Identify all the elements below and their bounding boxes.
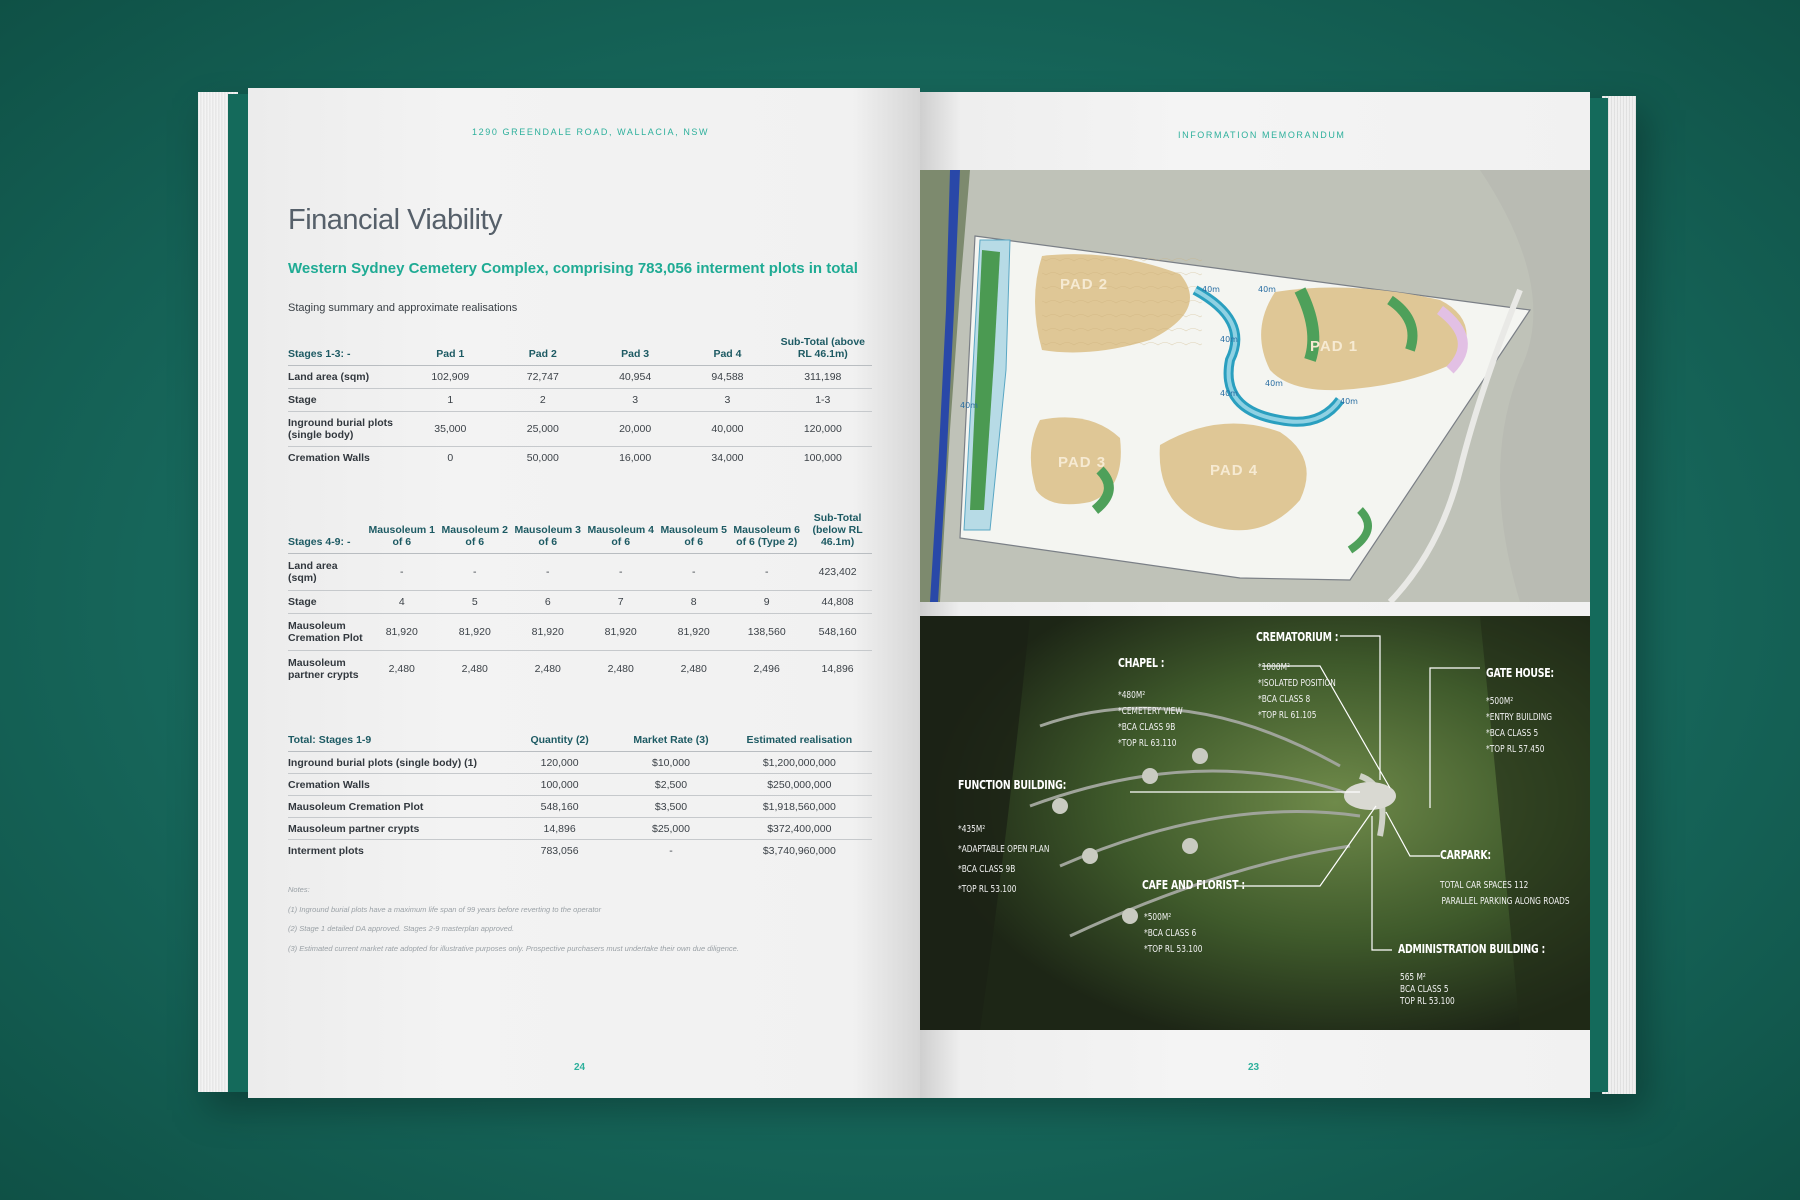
row-label: Inground burial plots (single body) <box>288 412 404 447</box>
table-cell: 6 <box>511 591 584 614</box>
site-plan-map <box>920 170 1590 602</box>
table-cell: 81,920 <box>365 614 438 651</box>
row-label: Mausoleum partner crypts <box>288 651 365 688</box>
table-cell: 2,480 <box>365 651 438 688</box>
table-cell: - <box>438 554 511 591</box>
table-cell: - <box>365 554 438 591</box>
detail-line: *500M² <box>1144 912 1172 923</box>
table-cell: - <box>511 554 584 591</box>
table-cell: 2,480 <box>584 651 657 688</box>
table-cell: 100,000 <box>774 447 872 470</box>
running-head-right: INFORMATION MEMORANDUM <box>1178 130 1346 140</box>
footnote: (2) Stage 1 detailed DA approved. Stages 2-9 masterplan approved. <box>288 924 515 933</box>
function-building-label: FUNCTION BUILDING: <box>958 778 1067 792</box>
table-header: Pad 1 <box>404 326 497 366</box>
detail-line: *BCA CLASS 9B <box>1118 722 1176 733</box>
table-cell: 40,000 <box>681 412 773 447</box>
footnote: (3) Estimated current market rate adopted for illustrative purposes only. Prospective purchasers must undertake their own due diligence. <box>288 943 739 953</box>
table-header: Market Rate (3) <box>615 722 726 752</box>
page-number-right: 23 <box>1248 1062 1260 1073</box>
row-label: Cremation Walls <box>288 774 504 796</box>
table-header: Mausoleum 1 of 6 <box>365 496 438 554</box>
table-header: Pad 3 <box>589 326 681 366</box>
table-cell: $25,000 <box>615 818 726 840</box>
detail-line: *TOP RL 63.110 <box>1118 738 1177 749</box>
page-subtitle: Western Sydney Cemetery Complex, comprising 783,056 interment plots in total <box>288 260 858 277</box>
page-number-left: 24 <box>574 1062 586 1073</box>
table-cell: $372,400,000 <box>727 818 872 840</box>
administration-building-details <box>1400 972 1455 1008</box>
table-cell: $1,918,560,000 <box>727 796 872 818</box>
table-cell: 548,160 <box>504 796 615 818</box>
table-cell: 81,920 <box>438 614 511 651</box>
detail-line: *TOP RL 57.450 <box>1486 744 1545 755</box>
table-cell: 35,000 <box>404 412 497 447</box>
table-cell: 3 <box>589 389 681 412</box>
detail-line: *TOP RL 61.105 <box>1258 710 1317 721</box>
table-cell: 2 <box>497 389 589 412</box>
detail-line: *BCA CLASS 8 <box>1258 694 1311 705</box>
table-header: Estimated realisation <box>727 722 872 752</box>
detail-line: *BCA CLASS 5 <box>1486 728 1539 739</box>
table-cell: 2,480 <box>511 651 584 688</box>
table-cell: 81,920 <box>584 614 657 651</box>
detail-line: *CEMETERY VIEW <box>1118 706 1183 717</box>
detail-line: *435M² <box>958 824 986 835</box>
table-cell: 81,920 <box>657 614 730 651</box>
gate-house-label: GATE HOUSE: <box>1486 666 1554 680</box>
table-cell: $1,200,000,000 <box>727 752 872 774</box>
table-cell: - <box>615 840 726 862</box>
detail-line: BCA CLASS 5 <box>1400 984 1449 995</box>
row-label: Land area (sqm) <box>288 554 365 591</box>
detail-line: *500M² <box>1486 696 1514 707</box>
table-cell: 102,909 <box>404 366 497 389</box>
table-cell: $3,740,960,000 <box>727 840 872 862</box>
pad-label: PAD 1 <box>1310 338 1359 355</box>
table-cell: 44,808 <box>803 591 872 614</box>
table-header: Stages 4-9: - <box>288 496 365 554</box>
table-cell: 783,056 <box>504 840 615 862</box>
table-cell: 3 <box>681 389 773 412</box>
detail-line: TOP RL 53.100 <box>1400 996 1455 1007</box>
row-label: Stage <box>288 591 365 614</box>
table-cell: 8 <box>657 591 730 614</box>
running-head-left: 1290 GREENDALE ROAD, WALLACIA, NSW <box>472 127 710 137</box>
detail-line: *ENTRY BUILDING <box>1486 712 1553 723</box>
stages-4-9-table <box>288 496 872 687</box>
table-cell: 14,896 <box>803 651 872 688</box>
page-title: Financial Viability <box>288 204 503 236</box>
contour-label: 40m <box>960 401 978 410</box>
table-cell: 2,480 <box>438 651 511 688</box>
table-cell: 2,480 <box>657 651 730 688</box>
detail-line: *1000M² <box>1258 662 1290 673</box>
stages-1-3-table <box>288 326 872 469</box>
cafe-florist-label: CAFE AND FLORIST : <box>1142 878 1245 892</box>
carpark-details <box>1440 878 1570 910</box>
row-label: Mausoleum partner crypts <box>288 818 504 840</box>
section-label: Staging summary and approximate realisations <box>288 302 518 314</box>
table-cell: 423,402 <box>803 554 872 591</box>
table-cell: 100,000 <box>504 774 615 796</box>
table-cell: 72,747 <box>497 366 589 389</box>
table-header: Quantity (2) <box>504 722 615 752</box>
table-cell: 4 <box>365 591 438 614</box>
row-label: Mausoleum Cremation Plot <box>288 614 365 651</box>
table-cell: - <box>584 554 657 591</box>
row-label: Mausoleum Cremation Plot <box>288 796 504 818</box>
table-header: Mausoleum 4 of 6 <box>584 496 657 554</box>
table-cell: 1-3 <box>774 389 872 412</box>
contour-label: 40m <box>1220 335 1238 344</box>
table-cell: - <box>657 554 730 591</box>
cover-edge-left <box>228 94 248 1092</box>
table-cell: 138,560 <box>730 614 803 651</box>
table-cell: 7 <box>584 591 657 614</box>
table-cell: 1 <box>404 389 497 412</box>
detail-line: *ADAPTABLE OPEN PLAN <box>958 844 1050 855</box>
detail-line: 565 M² <box>1400 972 1426 983</box>
table-cell: 16,000 <box>589 447 681 470</box>
detail-line: PARALLEL PARKING ALONG ROADS <box>1441 896 1570 907</box>
table-cell: 34,000 <box>681 447 773 470</box>
pad-label: PAD 4 <box>1210 462 1259 479</box>
table-header: Total: Stages 1-9 <box>288 722 504 752</box>
table-cell: 311,198 <box>774 366 872 389</box>
detail-line: TOTAL CAR SPACES 112 <box>1440 880 1529 891</box>
table-cell: 9 <box>730 591 803 614</box>
site-plan-graphic <box>920 170 1590 602</box>
function-building-details <box>958 820 1049 900</box>
table-cell: $2,500 <box>615 774 726 796</box>
detail-line: *BCA CLASS 9B <box>958 864 1016 875</box>
table-cell: $10,000 <box>615 752 726 774</box>
row-label: Land area (sqm) <box>288 366 404 389</box>
cover-edge-right <box>1590 98 1608 1092</box>
carpark-label: CARPARK: <box>1440 848 1491 862</box>
contour-label: 40m <box>1340 397 1358 406</box>
table-header: Sub-Total (above RL 46.1m) <box>774 326 872 366</box>
administration-building-label: ADMINISTRATION BUILDING : <box>1398 942 1546 956</box>
detail-line: *480M² <box>1118 690 1146 701</box>
table-cell: $3,500 <box>615 796 726 818</box>
pad-label: PAD 2 <box>1060 276 1109 293</box>
table-header: Pad 2 <box>497 326 589 366</box>
table-header: Stages 1-3: - <box>288 326 404 366</box>
table-header: Pad 4 <box>681 326 773 366</box>
row-label: Interment plots <box>288 840 504 862</box>
table-header: Mausoleum 2 of 6 <box>438 496 511 554</box>
table-header: Mausoleum 5 of 6 <box>657 496 730 554</box>
table-cell: $250,000,000 <box>727 774 872 796</box>
contour-label: 40m <box>1265 379 1283 388</box>
table-cell: 50,000 <box>497 447 589 470</box>
table-header: Sub-Total (below RL 46.1m) <box>803 496 872 554</box>
footnotes <box>288 880 739 958</box>
pad-label: PAD 3 <box>1058 454 1107 471</box>
chapel-label: CHAPEL : <box>1118 656 1165 670</box>
row-label: Inground burial plots (single body) (1) <box>288 752 504 774</box>
table-cell: 120,000 <box>774 412 872 447</box>
detail-line: *TOP RL 53.100 <box>958 884 1017 895</box>
contour-label: 40m <box>1258 285 1276 294</box>
table-cell: - <box>730 554 803 591</box>
detail-line: *TOP RL 53.100 <box>1144 944 1203 955</box>
table-cell: 25,000 <box>497 412 589 447</box>
aerial-render <box>920 616 1590 1030</box>
detail-line: *ISOLATED POSITION <box>1258 678 1336 689</box>
table-cell: 20,000 <box>589 412 681 447</box>
table-cell: 2,496 <box>730 651 803 688</box>
cafe-florist-details <box>1144 910 1202 958</box>
contour-label: 40m <box>1220 389 1238 398</box>
table-cell: 0 <box>404 447 497 470</box>
footnote: (1) Inground burial plots have a maximum life span of 99 years before reverting to the operator <box>288 904 602 914</box>
totals-table <box>288 722 872 861</box>
table-cell: 14,896 <box>504 818 615 840</box>
table-header: Mausoleum 3 of 6 <box>511 496 584 554</box>
table-cell: 548,160 <box>803 614 872 651</box>
chapel-details <box>1118 688 1183 752</box>
table-cell: 94,588 <box>681 366 773 389</box>
crematorium-details <box>1258 660 1336 724</box>
row-label: Cremation Walls <box>288 447 404 470</box>
detail-line: *BCA CLASS 6 <box>1144 928 1197 939</box>
table-header: Mausoleum 6 of 6 (Type 2) <box>730 496 803 554</box>
table-cell: 40,954 <box>589 366 681 389</box>
gate-house-details <box>1486 694 1552 758</box>
table-cell: 5 <box>438 591 511 614</box>
table-cell: 120,000 <box>504 752 615 774</box>
table-cell: 81,920 <box>511 614 584 651</box>
footnote: Notes: <box>288 885 310 894</box>
crematorium-label: CREMATORIUM : <box>1256 630 1339 644</box>
row-label: Stage <box>288 389 404 412</box>
contour-label: 40m <box>1202 285 1220 294</box>
